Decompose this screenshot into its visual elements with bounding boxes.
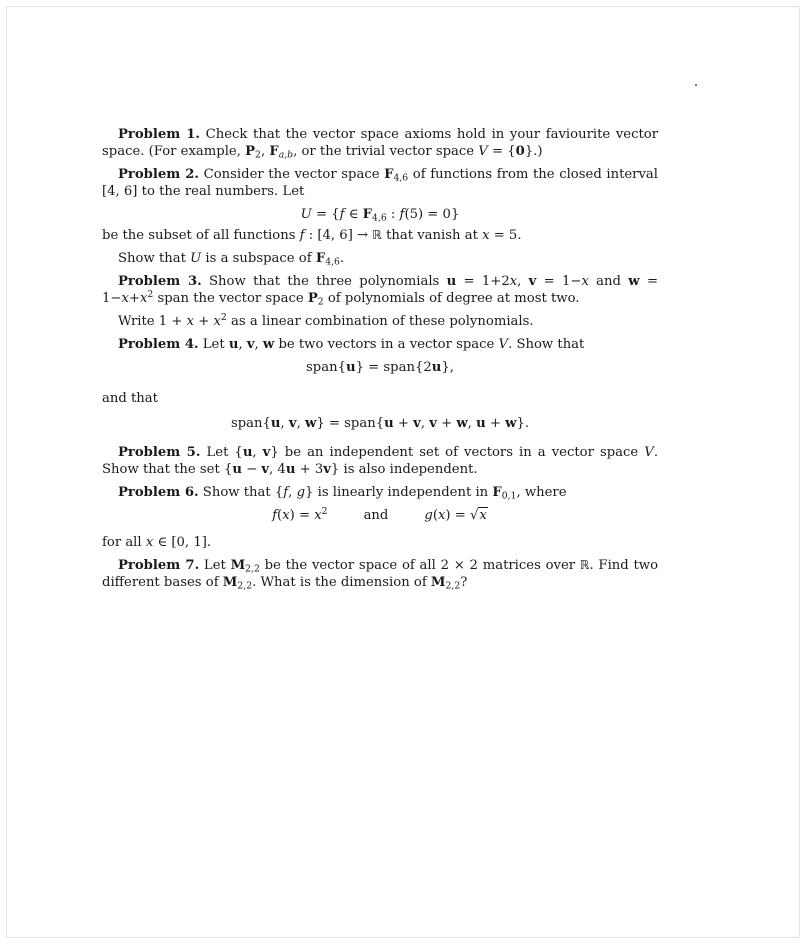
problem-4-intro: Problem 4. Let u, v, w be two vectors in a vector space V. Show that <box>118 337 585 352</box>
equation-f: $f(x) = x^2$ <box>272 505 328 523</box>
problem-6-intro: Problem 6. Show that {f, g} is linearly independent in $F_{0,1}$, where <box>118 485 567 502</box>
problem-2-intro: Problem 2. Consider the vector space $F_{4,6}$ of functions from the closed interval [4, 6] to the real numbers. Let <box>102 167 659 199</box>
problem-5: Problem 5. Let {u, v} be an independent set of vectors in a vector space V. Show that the set {u − v, 4u + 3v} is also independent. <box>102 445 659 477</box>
problem-6-title: Problem 6. <box>118 485 199 500</box>
problem-sheet <box>102 126 658 597</box>
equation-and: and <box>363 508 389 523</box>
problem-4-equation-1: span{u} = span{2u}, <box>306 360 454 375</box>
problem-7-title: Problem 7. <box>118 558 200 573</box>
problem-4-and: and that <box>102 391 158 406</box>
problem-1-title: Problem 1. <box>118 127 201 142</box>
problem-2-subset: be the subset of all functions f : [4, 6] → ℝ that vanish at x = 5. <box>102 228 522 243</box>
problem-1: Problem 1. Check that the vector space axioms hold in your faviourite vector space. (For example, $P_2$, $F_{a,b}$, or the trivial vector space V = {0}.) <box>102 127 659 161</box>
problem-2-equation: U = {f ∈ $F_{4,6}$ : f(5) = 0} <box>300 207 460 224</box>
problem-3-task: Write $1 + x + x^2$ as a linear combination of these polynomials. <box>118 311 534 329</box>
problem-2-title: Problem 2. <box>118 167 200 182</box>
problem-6-equation <box>102 507 658 524</box>
problem-5-title: Problem 5. <box>118 445 201 460</box>
stray-dot <box>695 84 697 86</box>
problem-4-equation-2: span{u, v, w} = span{u + v, v + w, u + w}. <box>230 416 530 431</box>
problem-7: Problem 7. Let $M_{2,2}$ be the vector space of all 2 × 2 matrices over ℝ. Find two different bases of $M_{2,2}$. What is the dimension of $M_{2,2}$? <box>102 558 659 592</box>
problem-2-task: Show that U is a subspace of $F_{4,6}$. <box>118 251 345 268</box>
problem-4-title: Problem 4. <box>118 337 199 352</box>
problem-6-domain: for all x ∈ [0, 1]. <box>102 535 212 550</box>
equation-g: g(x) = √x <box>424 508 487 523</box>
problem-3-intro: Problem 3. Show that the three polynomials u = 1+2x, v = 1−x and $w = 1-x+x^2$ span the vector space $P_2$ of polynomials of degree at most two. <box>102 274 659 308</box>
problem-3-title: Problem 3. <box>118 274 202 289</box>
